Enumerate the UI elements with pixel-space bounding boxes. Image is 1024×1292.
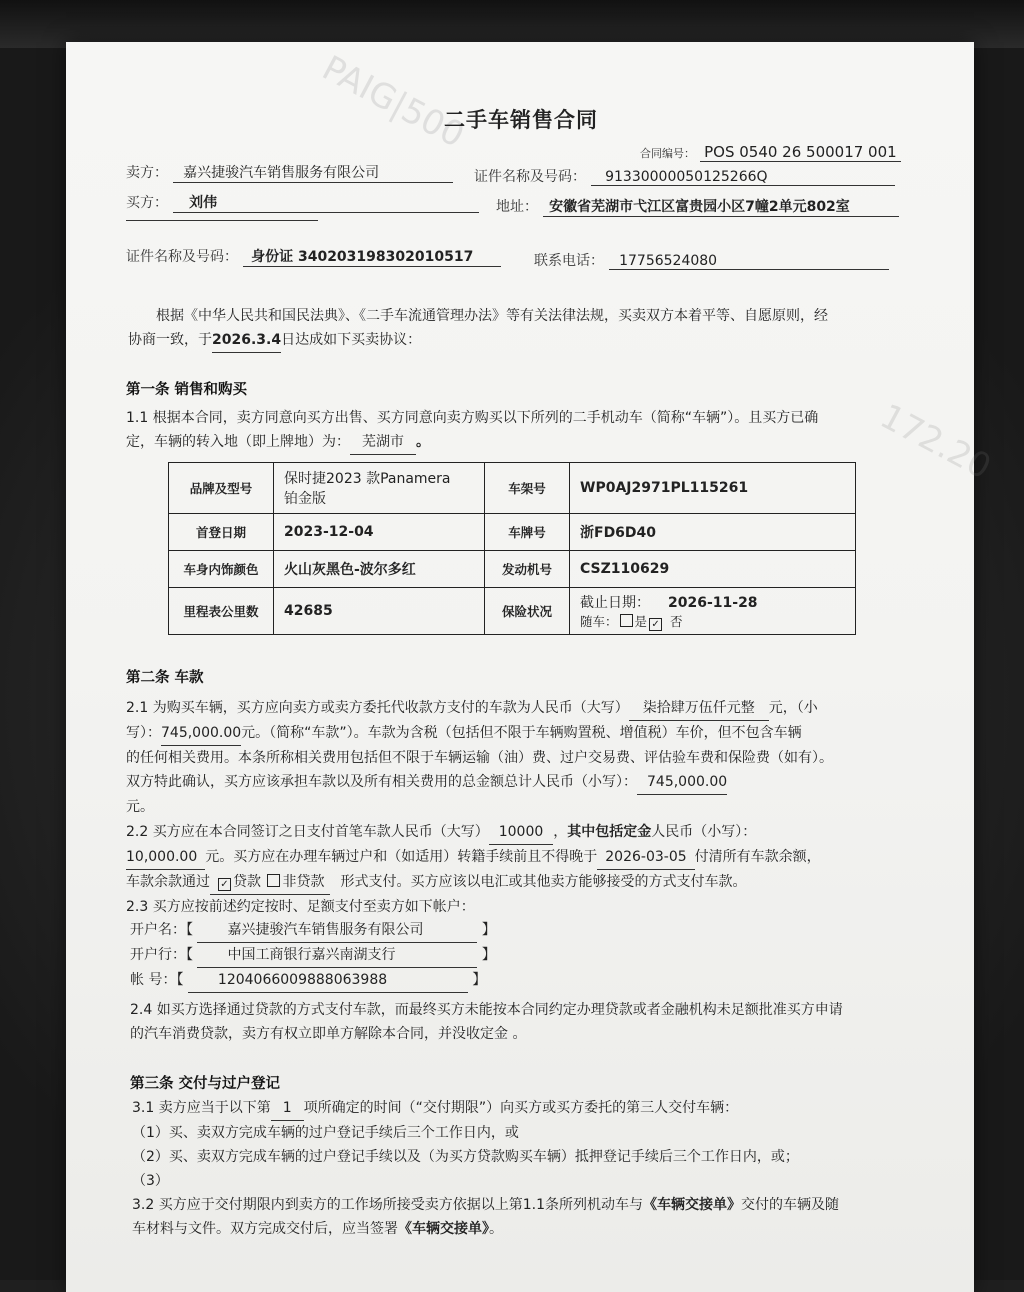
mileage-value: 42685 (274, 588, 485, 635)
checkbox-loan[interactable]: ✓ (218, 878, 231, 891)
table-row (169, 463, 856, 514)
table-row (169, 551, 856, 588)
seller-row: 卖方： 嘉兴捷骏汽车销售服务有限公司 (126, 162, 453, 183)
divider (126, 220, 318, 221)
article3-heading: 第三条 交付与过户登记 (130, 1076, 281, 1092)
watermark: PAIG|500 (315, 48, 471, 156)
plate-value: 浙FD6D40 (570, 514, 856, 551)
monitor-bezel (0, 0, 1024, 48)
seller-id-row: 证件名称及号码： 91330000050125266Q (474, 166, 895, 186)
brand-label: 品牌及型号 (169, 463, 274, 514)
vehicle-info-table (168, 462, 856, 635)
bank-account-block: 开户名：【 嘉兴捷骏汽车销售服务有限公司 】 开户行：【 中国工商银行嘉兴南湖支行 】 帐 号：【 1204066009888063988 】 (130, 918, 550, 993)
engine-value: CSZ110629 (570, 551, 856, 588)
mileage-label: 里程表公里数 (169, 588, 274, 635)
checkbox-no[interactable]: ✓ (649, 618, 662, 631)
document-title: 二手车销售合同 (444, 108, 598, 132)
plate-label: 车牌号 (485, 514, 570, 551)
article2-1-paragraph: 2.1 为购买车辆，买方应向卖方或卖方委托代收款方支付的车款为人民币（大写） 柒拾肆万伍仟元整 元，（小 写）：745,000.00元。（简称“车款”）。车款为含税（包括但不限于车辆购置税、增值税）车价，但不包含车辆 的任何相关费用。本条所称相关费用包括但不限于车辆运输（油）费、过户交易费、评估验车费和保险费（如有）。 双方特此确认，买方应该承担车款以及所有相关费用的总金额总计人民币（小写）： 745,000.00 元。 (126, 696, 972, 819)
article2-heading: 第二条 车款 (126, 670, 204, 686)
color-label: 车身内饰颜色 (169, 551, 274, 588)
reg-date-label: 首登日期 (169, 514, 274, 551)
contract-paper (66, 42, 998, 1292)
article1-paragraph: 1.1 根据本合同，卖方同意向买方出售、买方同意向卖方购买以下所列的二手机动车（简称“车辆”）。且买方已确 定，车辆的转入地（即上牌地）为： 芜湖市 。 (126, 406, 972, 455)
checkbox-nonloan[interactable] (267, 874, 280, 887)
insurance-label: 保险状况 (485, 588, 570, 635)
buyer-id-row: 证件名称及号码： 身份证 340203198302010517 (126, 246, 501, 267)
buyer-row: 买方： 刘伟 (126, 192, 479, 213)
color-value: 火山灰黑色-波尔多红 (274, 551, 485, 588)
table-row (169, 514, 856, 551)
buyer-address-row: 地址： 安徽省芜湖市弋江区富贵园小区7幢2单元802室 (496, 196, 899, 217)
vin-value: WP0AJ2971PL115261 (570, 463, 856, 514)
watermark: 172.20 (873, 396, 998, 488)
contract-number: 合同编号： POS 0540 26 500017 001 (640, 142, 901, 162)
table-row (169, 588, 856, 635)
checkbox-yes[interactable] (620, 614, 633, 627)
buyer-phone-row: 联系电话： 17756524080 (534, 250, 889, 270)
article1-heading: 第一条 销售和购买 (126, 382, 248, 398)
article3-paragraph: 3.1 卖方应当于以下第 1 项所确定的时间（“交付期限”）向买方或买方委托的第三人交付车辆： （1）买、卖双方完成车辆的过户登记手续后三个工作日内，或 （2）买、卖双方完成车辆的过户登记手续以及（为买方贷款购买车辆）抵押登记手续后三个工作日内，或； （3） 3.2 买方应于交付期限内到卖方的工作场所接受卖方依据以上第1.1条所列机动车与《车辆交接单》交付的车辆及随 车材料与文件。双方完成交付后，应当签署《车辆交接单》。 (132, 1096, 972, 1241)
vin-label: 车架号 (485, 463, 570, 514)
engine-label: 发动机号 (485, 551, 570, 588)
article2-2-paragraph: 2.2 买方应在本合同签订之日支付首笔车款人民币（大写） 10000 ，其中包括定金人民币（小写）： 10,000.00 元。买方应在办理车辆过户和（如适用）转籍手续前且不得晚于 2026-03-05 付清所有车款余额， 车款余款通过 ✓ 贷款 非贷款 形式支付。买方应该以电汇或其他卖方能够接受的方式支付车款。 2.3 买方应按前述约定按时、足额支付至卖方如下帐户： (126, 820, 972, 919)
brand-value: 保时捷2023 款Panamera 铂金版 (274, 463, 485, 514)
reg-date-value: 2023-12-04 (274, 514, 485, 551)
insurance-value: 截止日期： 2026-11-28 随车： 是 ✓ 否 (570, 588, 856, 635)
intro-paragraph: 根据《中华人民共和国民法典》、《二手车流通管理办法》等有关法律法规，买卖双方本着平等、自愿原则，经 协商一致，于2026.3.4日达成如下买卖协议： (128, 304, 968, 353)
article2-4-paragraph: 2.4 如买方选择通过贷款的方式支付车款，而最终买方未能按本合同约定办理贷款或者金融机构未足额批准买方申请 的汽车消费贷款，卖方有权立即单方解除本合同，并没收定金 。 (130, 1002, 843, 1042)
